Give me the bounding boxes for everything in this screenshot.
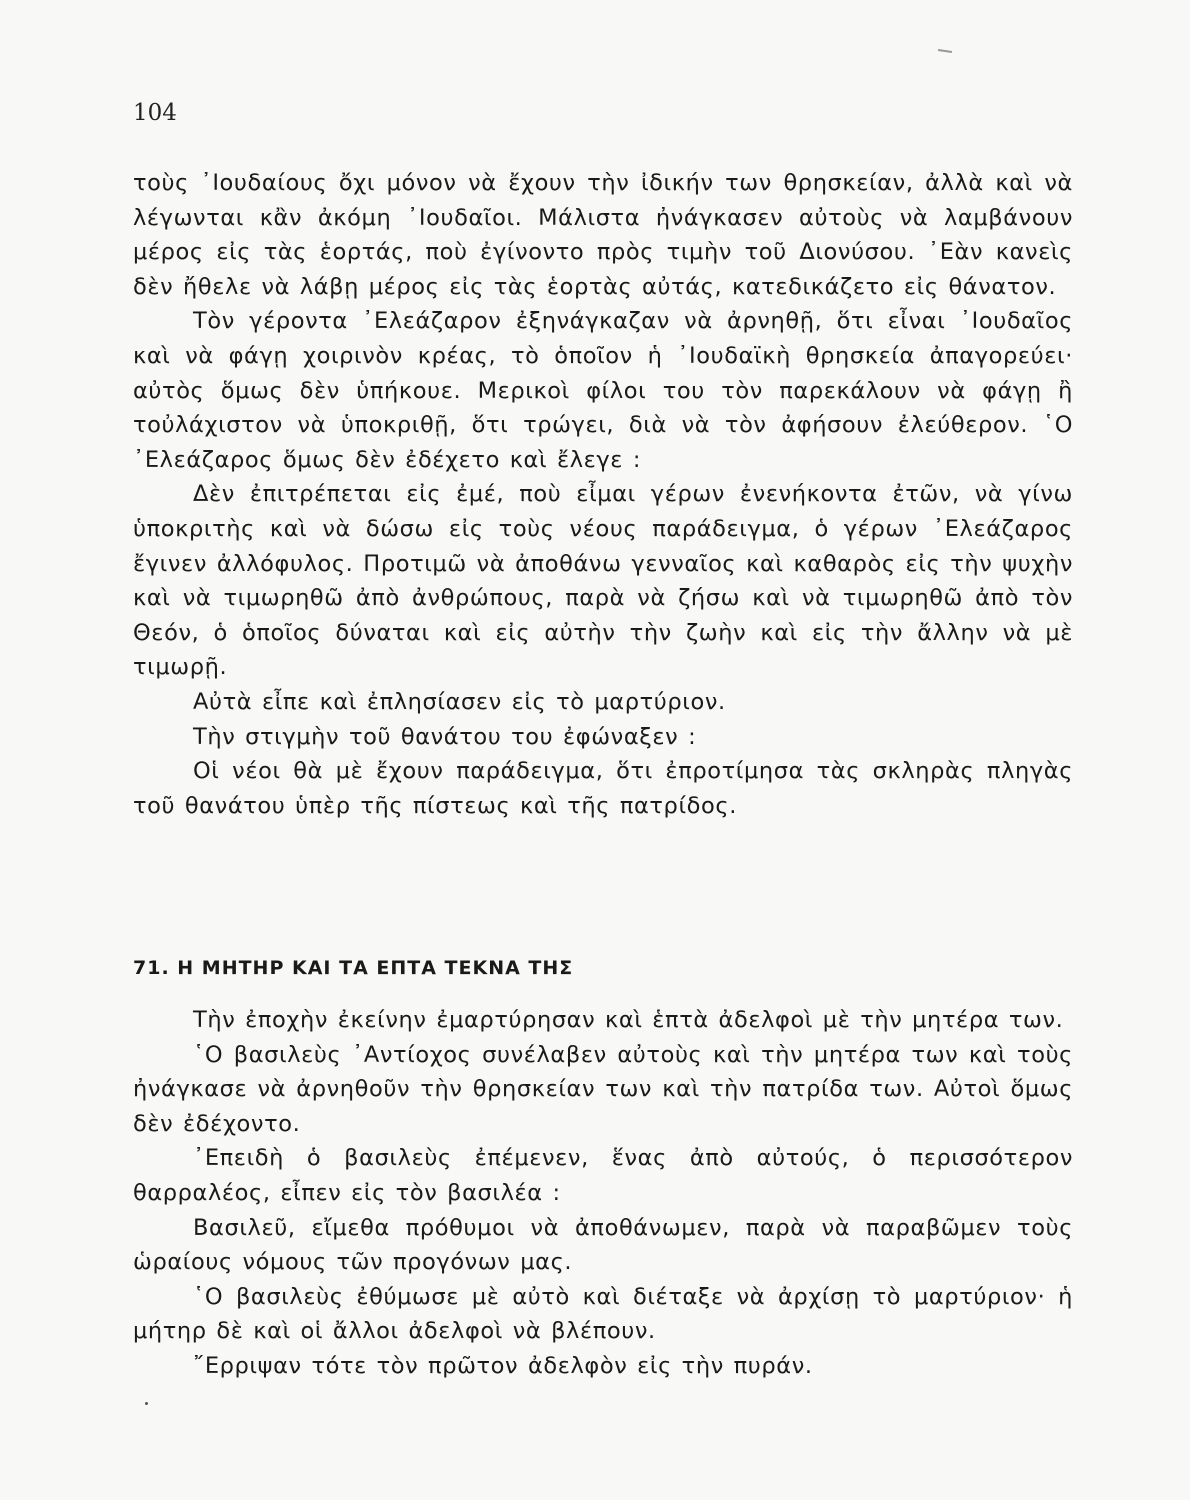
paragraph: Δὲν ἐπιτρέπεται εἰς ἐμέ, ποὺ εἶμαι γέρων ἐνενήκοντα ἐτῶν, νὰ γίνω ὑποκριτὴς καὶ νὰ δώσω εἰς τοὺς νέους παράδειγμα, ὁ γέρων ᾿Ελεάζαρος ἔγινεν ἀλλόφυλος. Προτιμῶ νὰ ἀποθάνω γενναῖος καὶ καθαρὸς εἰς τὴν ψυχὴν καὶ νὰ τιμωρηθῶ ἀπὸ ἀνθρώπους, παρὰ νὰ ζήσω καὶ νὰ τιμωρηθῶ ἀπὸ τὸν Θεόν, ὁ ὁποῖος δύναται καὶ εἰς αὐτὴν τὴν ζωὴν καὶ εἰς τὴν ἄλλην νὰ μὲ τιμωρῇ. [133, 481, 1073, 681]
text-block-top [133, 166, 1073, 823]
paragraph: τοὺς ᾿Ιουδαίους ὄχι μόνον νὰ ἔχουν τὴν ἰδικήν των θρησκείαν, ἀλλὰ καὶ νὰ λέγωνται κἂν ἀκόμη ᾿Ιουδαῖοι. Μάλιστα ἠνάγκασεν αὐτοὺς νὰ λαμβάνουν μέρος εἰς τὰς ἑορτάς, ποὺ ἐγίνοντο πρὸς τιμὴν τοῦ Διονύσου. ᾿Εὰν κανεὶς δὲν ἤθελε νὰ λάβῃ μέρος εἰς τὰς ἑορτὰς αὐτάς, κατεδικάζετο εἰς θάνατον. [133, 170, 1073, 300]
paragraph: Τὸν γέροντα ᾿Ελεάζαρον ἐξηνάγκαζαν νὰ ἀρνηθῇ, ὅτι εἶναι ᾿Ιουδαῖος καὶ νὰ φάγῃ χοιρινὸν κρέας, τὸ ὁποῖον ἡ ᾿Ιουδαϊκὴ θρησκεία ἀπαγορεύει· αὐτὸς ὅμως δὲν ὑπήκουε. Μερικοὶ φίλοι του τὸν παρεκάλουν νὰ φάγῃ ἢ τοὐλάχιστον νὰ ὑποκριθῇ, ὅτι τρώγει, διὰ νὰ τὸν ἀφήσουν ἐλεύθερον. ῾Ο ᾿Ελεάζαρος ὅμως δὲν ἐδέχετο καὶ ἔλεγε : [133, 308, 1073, 473]
paragraph: ᾿Επειδὴ ὁ βασιλεὺς ἐπέμενεν, ἕνας ἀπὸ αὐτούς, ὁ περισσότερον θαρραλέος, εἶπεν εἰς τὸν βασιλέα : [133, 1145, 1073, 1206]
ink-speck [145, 1402, 148, 1405]
paragraph: Τὴν ἐποχὴν ἐκείνην ἐμαρτύρησαν καὶ ἑπτὰ ἀδελφοὶ μὲ τὴν μητέρα των. [193, 1007, 1064, 1033]
paragraph: ῾Ο βασιλεὺς ἐθύμωσε μὲ αὐτὸ καὶ διέταξε νὰ ἀρχίσῃ τὸ μαρτύριον· ἡ μήτηρ δὲ καὶ οἱ ἄλλοι ἀδελφοὶ νὰ βλέπουν. [133, 1283, 1073, 1345]
paragraph: Οἱ νέοι θὰ μὲ ἔχουν παράδειγμα, ὅτι ἐπροτίμησα τὰς σκληρὰς πληγὰς τοῦ θανάτου ὑπὲρ τῆς πίστεως καὶ τῆς πατρίδος. [133, 758, 1073, 819]
paragraph: ῎Ερριψαν τότε τὸν πρῶτον ἀδελφὸν εἰς τὴν πυράν. [193, 1352, 813, 1379]
section-heading: 71. Η ΜΗΤΗΡ ΚΑΙ ΤΑ ΕΠΤΑ ΤΕΚΝΑ ΤΗΣ [133, 957, 574, 979]
paragraph: Αὐτὰ εἶπε καὶ ἐπλησίασεν εἰς τὸ μαρτύριον. [193, 688, 726, 715]
page-mark [938, 49, 952, 53]
paragraph: Τὴν στιγμὴν τοῦ θανάτου του ἐφώναξεν : [193, 723, 697, 750]
paragraph: Βασιλεῦ, εἴμεθα πρόθυμοι νὰ ἀποθάνωμεν, παρὰ νὰ παραβῶμεν τοὺς ὡραίους νόμους τῶν προγόνων μας. [133, 1214, 1073, 1276]
paragraph: ῾Ο βασιλεὺς ᾿Αντίοχος συνέλαβεν αὐτοὺς καὶ τὴν μητέρα των καὶ τοὺς ἠνάγκασε νὰ ἀρνηθοῦν τὴν θρησκείαν των καὶ τὴν πατρίδα των. Αὐτοὶ ὅμως δὲν ἐδέχοντο. [133, 1041, 1073, 1137]
text-block-bottom [133, 1003, 1073, 1384]
page-number: 104 [133, 100, 177, 126]
